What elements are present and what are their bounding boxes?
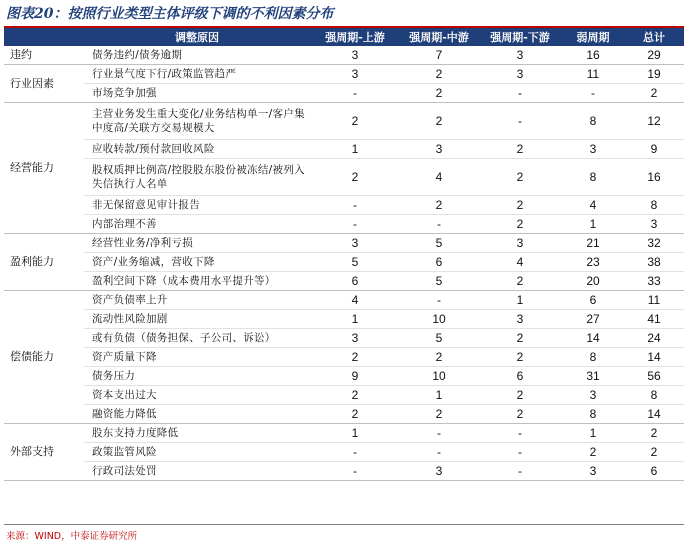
reason-cell: 盈利空间下降（成本费用水平提升等） (84, 272, 310, 291)
strong-midstream-cell: 5 (400, 329, 478, 348)
reason-cell: 行业景气度下行/政策监管趋严 (84, 65, 310, 84)
total-cell: 11 (624, 291, 684, 310)
strong-midstream-cell: 2 (400, 84, 478, 103)
strong-midstream-cell: - (400, 215, 478, 234)
strong-downstream-cell: 3 (478, 65, 562, 84)
total-cell: 32 (624, 234, 684, 253)
strong-upstream-cell: 2 (310, 159, 400, 196)
total-cell: 38 (624, 253, 684, 272)
strong-midstream-cell: 3 (400, 462, 478, 481)
weak-cycle-cell: 8 (562, 348, 624, 367)
table-row (4, 253, 684, 272)
total-cell: 12 (624, 103, 684, 140)
reason-cell: 资产负债率上升 (84, 291, 310, 310)
strong-downstream-cell: 3 (478, 310, 562, 329)
strong-upstream-cell: 2 (310, 348, 400, 367)
weak-cycle-cell: 3 (562, 462, 624, 481)
strong-downstream-cell: 2 (478, 348, 562, 367)
header-strong-upstream: 强周期-上游 (310, 28, 400, 46)
strong-downstream-cell: 2 (478, 196, 562, 215)
weak-cycle-cell: - (562, 84, 624, 103)
total-cell: 8 (624, 196, 684, 215)
reason-cell: 债务压力 (84, 367, 310, 386)
reason-cell: 融资能力降低 (84, 405, 310, 424)
total-cell: 33 (624, 272, 684, 291)
weak-cycle-cell: 3 (562, 386, 624, 405)
strong-downstream-cell: 3 (478, 46, 562, 65)
strong-midstream-cell: 2 (400, 196, 478, 215)
table-row (4, 84, 684, 103)
table-row (4, 367, 684, 386)
category-cell: 违约 (4, 46, 84, 65)
header-strong-downstream: 强周期-下游 (478, 28, 562, 46)
reason-cell: 资产/业务缩减，营收下降 (84, 253, 310, 272)
weak-cycle-cell: 3 (562, 140, 624, 159)
table-row (4, 196, 684, 215)
total-cell: 2 (624, 84, 684, 103)
table-row (4, 291, 684, 310)
total-cell: 8 (624, 386, 684, 405)
reason-cell: 股东支持力度降低 (84, 424, 310, 443)
strong-midstream-cell: - (400, 443, 478, 462)
bottom-rule (4, 524, 684, 525)
table-row (4, 443, 684, 462)
figure-title: 图表20：按照行业类型主体评级下调的不利因素分布 (6, 6, 334, 22)
strong-midstream-cell: 7 (400, 46, 478, 65)
reason-cell: 资本支出过大 (84, 386, 310, 405)
strong-upstream-cell: 3 (310, 65, 400, 84)
strong-upstream-cell: - (310, 462, 400, 481)
reason-cell: 资产质量下降 (84, 348, 310, 367)
weak-cycle-cell: 31 (562, 367, 624, 386)
total-cell: 14 (624, 405, 684, 424)
strong-downstream-cell: - (478, 462, 562, 481)
strong-downstream-cell: 2 (478, 386, 562, 405)
total-cell: 29 (624, 46, 684, 65)
header-weak-cycle: 弱周期 (562, 28, 624, 46)
category-cell: 偿债能力 (4, 291, 84, 424)
strong-downstream-cell: - (478, 424, 562, 443)
weak-cycle-cell: 23 (562, 253, 624, 272)
table-row (4, 329, 684, 348)
table-row (4, 234, 684, 253)
category-cell: 外部支持 (4, 424, 84, 481)
table-row (4, 159, 684, 196)
reason-cell: 内部治理不善 (84, 215, 310, 234)
strong-midstream-cell: 2 (400, 65, 478, 84)
weak-cycle-cell: 8 (562, 159, 624, 196)
strong-midstream-cell: 2 (400, 103, 478, 140)
strong-upstream-cell: 6 (310, 272, 400, 291)
reason-cell: 流动性风险加剧 (84, 310, 310, 329)
reason-cell: 应收转款/预付款回收风险 (84, 140, 310, 159)
table-row (4, 348, 684, 367)
total-cell: 2 (624, 424, 684, 443)
total-cell: 16 (624, 159, 684, 196)
strong-upstream-cell: 1 (310, 140, 400, 159)
strong-midstream-cell: 2 (400, 348, 478, 367)
reason-cell: 非无保留意见审计报告 (84, 196, 310, 215)
total-cell: 3 (624, 215, 684, 234)
reason-cell: 经营性业务/净利亏损 (84, 234, 310, 253)
table-row (4, 386, 684, 405)
reason-cell: 债务违约/债务逾期 (84, 46, 310, 65)
strong-downstream-cell: 2 (478, 272, 562, 291)
strong-upstream-cell: 3 (310, 234, 400, 253)
strong-upstream-cell: - (310, 84, 400, 103)
weak-cycle-cell: 8 (562, 405, 624, 424)
header-total: 总计 (624, 28, 684, 46)
weak-cycle-cell: 14 (562, 329, 624, 348)
total-cell: 41 (624, 310, 684, 329)
strong-upstream-cell: 1 (310, 310, 400, 329)
strong-midstream-cell: 10 (400, 310, 478, 329)
strong-downstream-cell: 2 (478, 329, 562, 348)
table-row (4, 462, 684, 481)
total-cell: 56 (624, 367, 684, 386)
table-row (4, 310, 684, 329)
strong-midstream-cell: - (400, 291, 478, 310)
strong-midstream-cell: - (400, 424, 478, 443)
header-strong-midstream: 强周期-中游 (400, 28, 478, 46)
strong-upstream-cell: 9 (310, 367, 400, 386)
strong-downstream-cell: 4 (478, 253, 562, 272)
total-cell: 2 (624, 443, 684, 462)
table-row (4, 424, 684, 443)
strong-upstream-cell: 3 (310, 329, 400, 348)
strong-midstream-cell: 1 (400, 386, 478, 405)
weak-cycle-cell: 21 (562, 234, 624, 253)
strong-downstream-cell: 2 (478, 159, 562, 196)
strong-upstream-cell: - (310, 196, 400, 215)
reason-cell: 政策监管风险 (84, 443, 310, 462)
weak-cycle-cell: 16 (562, 46, 624, 65)
strong-upstream-cell: 2 (310, 103, 400, 140)
table-row (4, 272, 684, 291)
strong-midstream-cell: 4 (400, 159, 478, 196)
weak-cycle-cell: 27 (562, 310, 624, 329)
total-cell: 14 (624, 348, 684, 367)
strong-midstream-cell: 3 (400, 140, 478, 159)
strong-upstream-cell: 5 (310, 253, 400, 272)
reason-cell: 市场竞争加强 (84, 84, 310, 103)
weak-cycle-cell: 20 (562, 272, 624, 291)
table-row (4, 405, 684, 424)
strong-upstream-cell: 2 (310, 405, 400, 424)
adverse-factors-table (4, 28, 684, 481)
table-row (4, 140, 684, 159)
header-row (4, 28, 684, 46)
weak-cycle-cell: 2 (562, 443, 624, 462)
strong-upstream-cell: 3 (310, 46, 400, 65)
weak-cycle-cell: 4 (562, 196, 624, 215)
reason-cell: 行政司法处罚 (84, 462, 310, 481)
total-cell: 19 (624, 65, 684, 84)
reason-cell: 或有负债（债务担保、子公司、诉讼） (84, 329, 310, 348)
strong-upstream-cell: 2 (310, 386, 400, 405)
table-row (4, 65, 684, 84)
weak-cycle-cell: 6 (562, 291, 624, 310)
reason-cell: 股权质押比例高/控股股东股份被冻结/被列入失信执行人名单 (84, 159, 310, 196)
strong-upstream-cell: - (310, 215, 400, 234)
source-note: 来源：WIND，中泰证券研究所 (6, 531, 138, 542)
category-cell: 行业因素 (4, 65, 84, 103)
strong-downstream-cell: - (478, 103, 562, 140)
weak-cycle-cell: 11 (562, 65, 624, 84)
strong-downstream-cell: 2 (478, 405, 562, 424)
strong-midstream-cell: 2 (400, 405, 478, 424)
strong-upstream-cell: 4 (310, 291, 400, 310)
total-cell: 9 (624, 140, 684, 159)
strong-midstream-cell: 6 (400, 253, 478, 272)
strong-downstream-cell: 2 (478, 215, 562, 234)
table-row (4, 103, 684, 140)
header-blank (4, 28, 84, 46)
weak-cycle-cell: 8 (562, 103, 624, 140)
strong-upstream-cell: - (310, 443, 400, 462)
total-cell: 6 (624, 462, 684, 481)
reason-cell: 主营业务发生重大变化/业务结构单一/客户集中度高/关联方交易规模大 (84, 103, 310, 140)
strong-midstream-cell: 5 (400, 234, 478, 253)
strong-downstream-cell: 6 (478, 367, 562, 386)
header-reason: 调整原因 (84, 28, 310, 46)
strong-downstream-cell: 1 (478, 291, 562, 310)
weak-cycle-cell: 1 (562, 424, 624, 443)
total-cell: 24 (624, 329, 684, 348)
strong-downstream-cell: - (478, 443, 562, 462)
strong-downstream-cell: - (478, 84, 562, 103)
table-row (4, 215, 684, 234)
strong-downstream-cell: 3 (478, 234, 562, 253)
strong-downstream-cell: 2 (478, 140, 562, 159)
weak-cycle-cell: 1 (562, 215, 624, 234)
strong-midstream-cell: 10 (400, 367, 478, 386)
table-row (4, 46, 684, 65)
category-cell: 盈利能力 (4, 234, 84, 291)
strong-upstream-cell: 1 (310, 424, 400, 443)
category-cell: 经营能力 (4, 103, 84, 234)
strong-midstream-cell: 5 (400, 272, 478, 291)
